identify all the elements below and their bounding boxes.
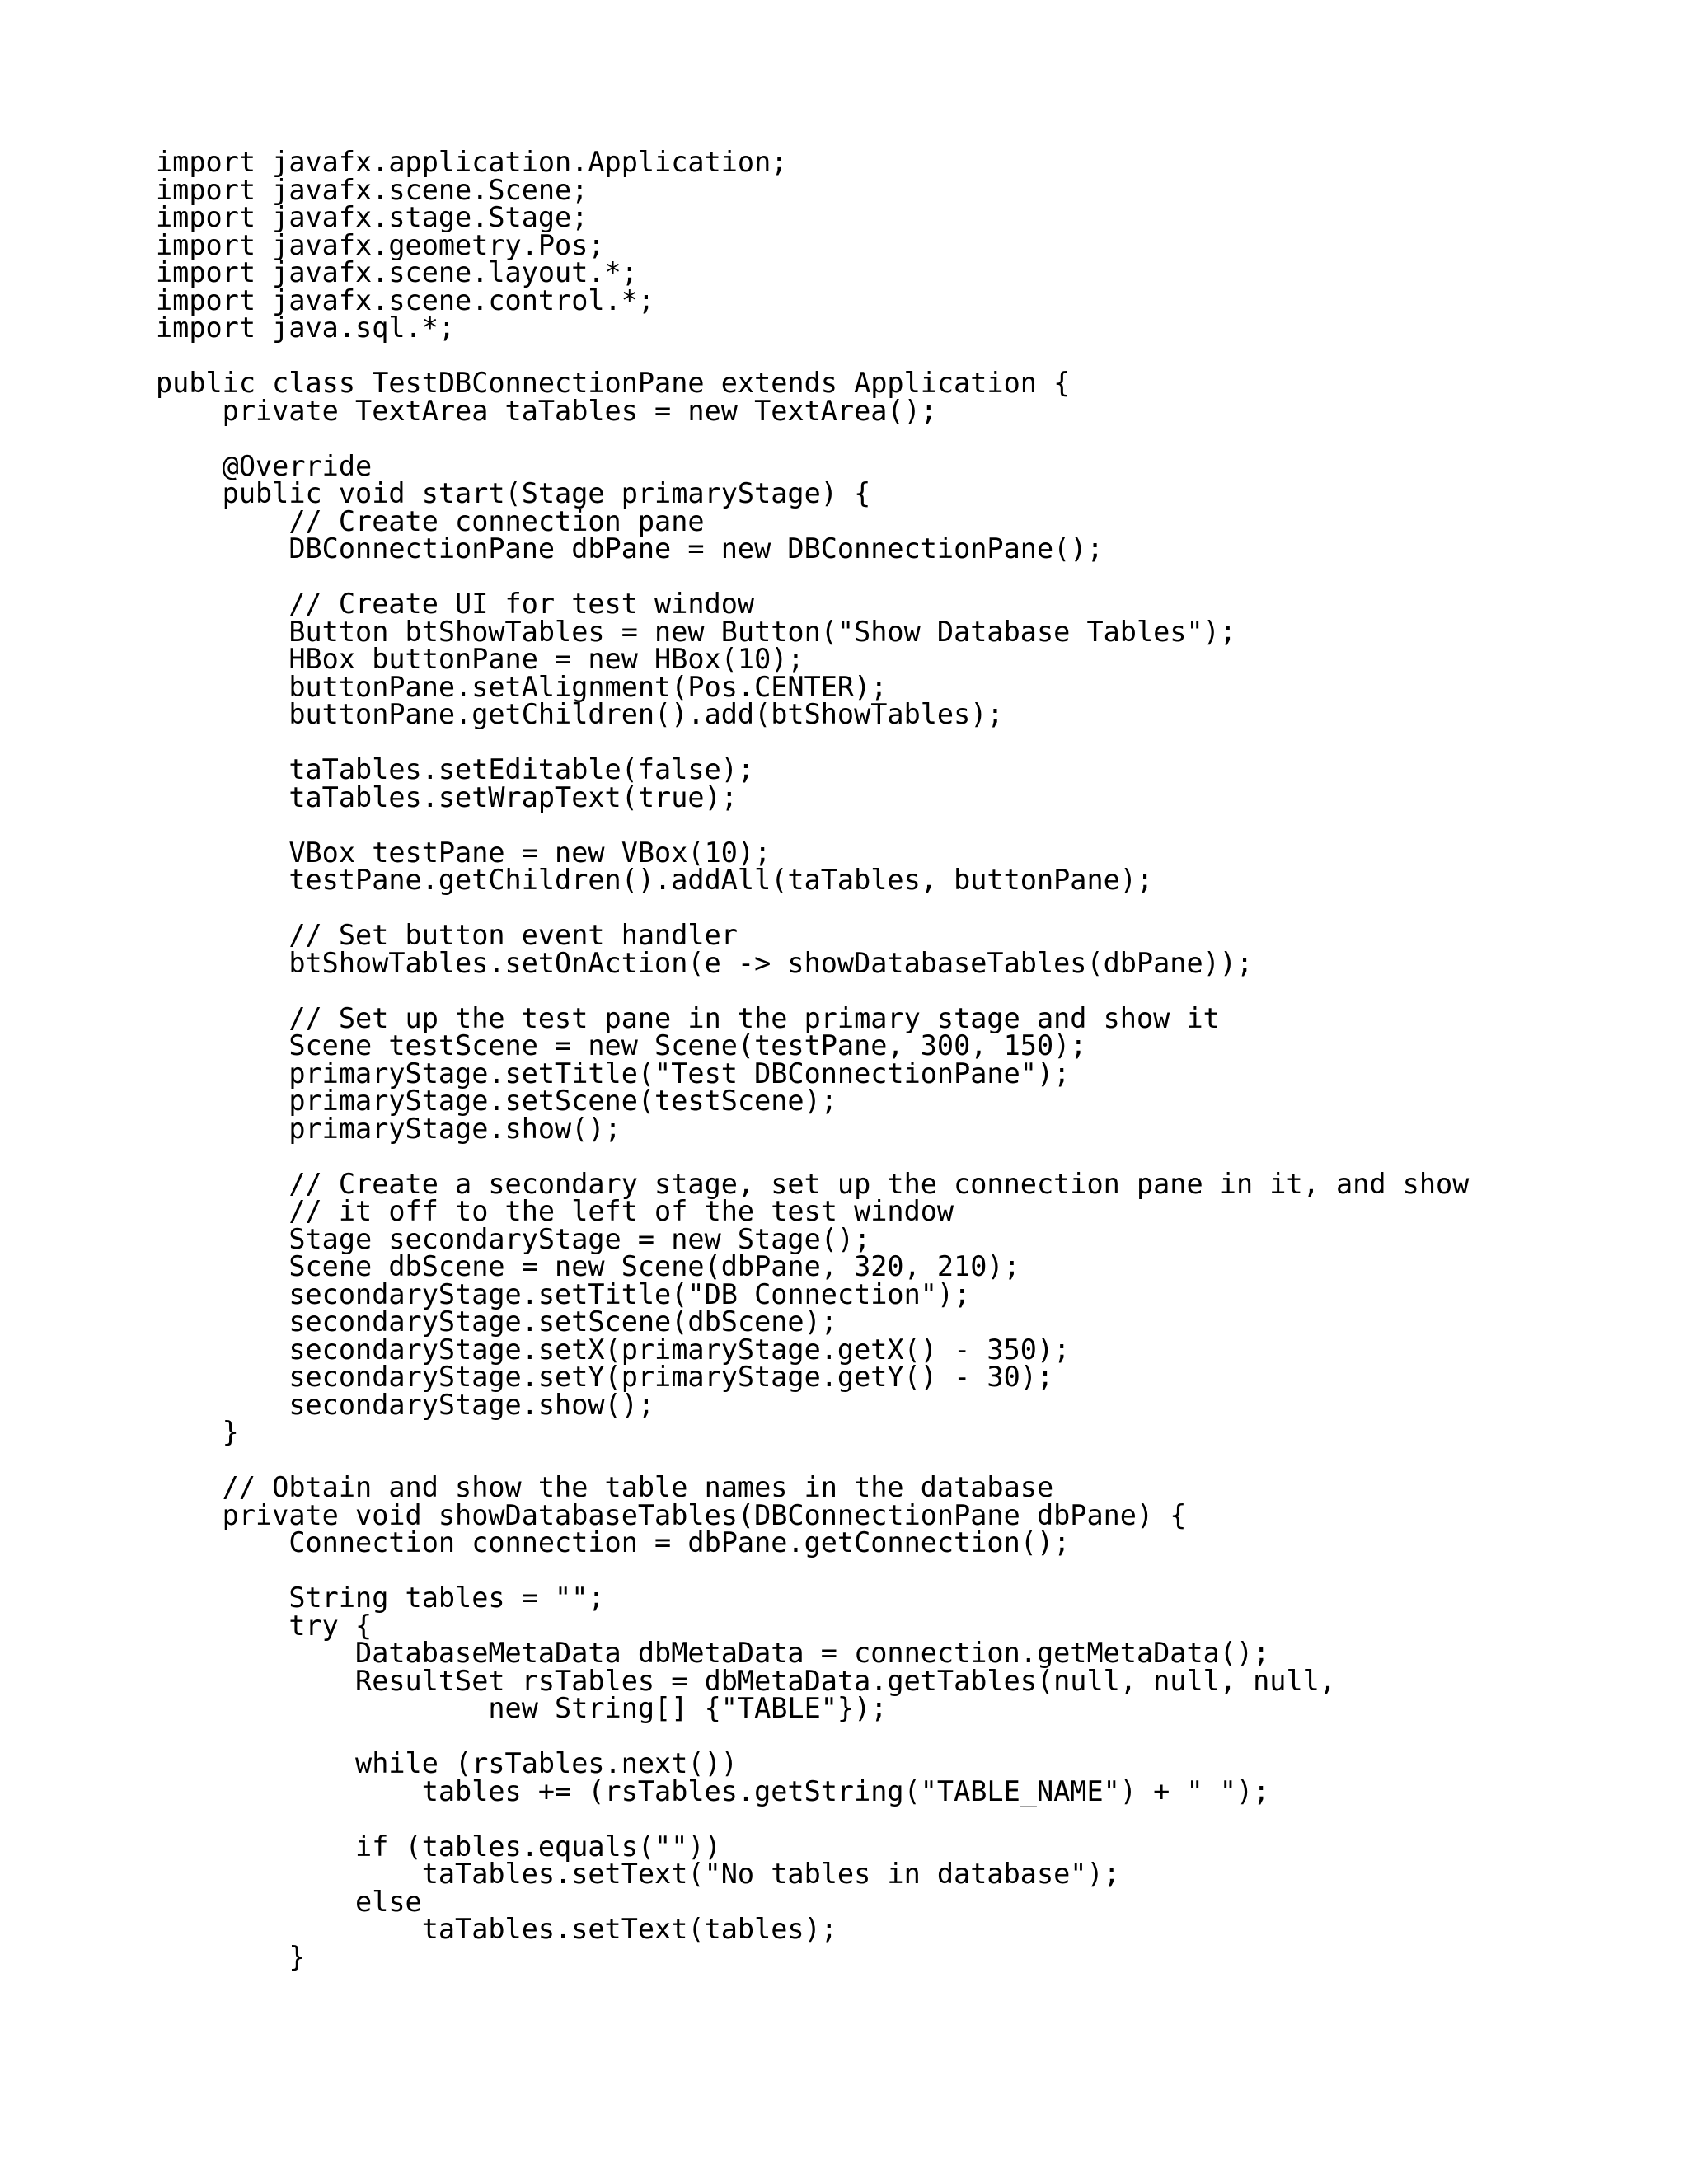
- code-line: [156, 1805, 1672, 1833]
- code-line: Scene testScene = new Scene(testPane, 300, 150);: [156, 1029, 1087, 1062]
- code-line: secondaryStage.setX(primaryStage.getX() - 350);: [156, 1333, 1071, 1366]
- code-line: [156, 977, 1672, 1005]
- code-line: [156, 1142, 1672, 1170]
- code-line: // Set up the test pane in the primary stage and show it: [156, 1001, 1220, 1034]
- code-line: [156, 1722, 1672, 1750]
- code-line: taTables.setWrapText(true);: [156, 780, 738, 813]
- code-line: tables += (rsTables.getString("TABLE_NAME") + " ");: [156, 1774, 1270, 1807]
- code-line: @Override: [156, 449, 373, 482]
- code-line: private TextArea taTables = new TextArea();: [156, 394, 937, 427]
- code-line: DatabaseMetaData dbMetaData = connection.getMetaData();: [156, 1637, 1270, 1669]
- code-line: taTables.setEditable(false);: [156, 753, 755, 785]
- code-line: primaryStage.setScene(testScene);: [156, 1085, 837, 1117]
- code-line: public class TestDBConnectionPane extends Application {: [156, 367, 1071, 399]
- code-line: // Create a secondary stage, set up the connection pane in it, and show: [156, 1167, 1470, 1200]
- code-line: ResultSet rsTables = dbMetaData.getTables(null, null, null,: [156, 1664, 1336, 1697]
- code-line: taTables.setText(tables);: [156, 1913, 837, 1945]
- code-line: [156, 1446, 1672, 1474]
- code-line: secondaryStage.setScene(dbScene);: [156, 1305, 837, 1338]
- code-line: else: [156, 1885, 422, 1918]
- code-line: // it off to the left of the test window: [156, 1195, 954, 1227]
- code-line: if (tables.equals("")): [156, 1830, 721, 1863]
- code-line: // Obtain and show the table names in the database: [156, 1471, 1054, 1503]
- code-line: [156, 811, 1672, 839]
- code-line: import javafx.scene.layout.*;: [156, 256, 638, 288]
- code-line: Button btShowTables = new Button("Show Database Tables");: [156, 615, 1236, 648]
- code-line: new String[] {"TABLE"});: [156, 1692, 888, 1724]
- code-line: import javafx.stage.Stage;: [156, 201, 588, 233]
- code-line: buttonPane.setAlignment(Pos.CENTER);: [156, 670, 888, 703]
- code-line: import java.sql.*;: [156, 312, 456, 344]
- code-line: secondaryStage.setTitle("DB Connection");: [156, 1277, 971, 1310]
- code-line: primaryStage.show();: [156, 1112, 621, 1145]
- code-line: // Set button event handler: [156, 919, 738, 951]
- code-line: taTables.setText("No tables in database");: [156, 1858, 1120, 1890]
- code-line: import javafx.geometry.Pos;: [156, 228, 605, 261]
- code-line: String tables = "";: [156, 1582, 605, 1614]
- code-line: testPane.getChildren().addAll(taTables, buttonPane);: [156, 864, 1154, 896]
- code-line: [156, 894, 1672, 922]
- code-line: secondaryStage.show();: [156, 1388, 655, 1421]
- code-line: [156, 1557, 1672, 1585]
- code-line: primaryStage.setTitle("Test DBConnectionPane");: [156, 1057, 1071, 1090]
- code-line: Connection connection = dbPane.getConnection();: [156, 1526, 1071, 1558]
- code-line: }: [156, 1940, 306, 1973]
- code-listing: [156, 148, 1672, 1971]
- code-line: DBConnectionPane dbPane = new DBConnectionPane();: [156, 532, 1104, 565]
- code-line: secondaryStage.setY(primaryStage.getY() - 30);: [156, 1361, 1054, 1393]
- code-line: Stage secondaryStage = new Stage();: [156, 1222, 871, 1255]
- code-line: while (rsTables.next()): [156, 1747, 738, 1779]
- code-line: btShowTables.setOnAction(e -> showDatabaseTables(dbPane));: [156, 946, 1254, 979]
- code-line: import javafx.application.Application;: [156, 146, 788, 178]
- code-line: import javafx.scene.control.*;: [156, 284, 655, 316]
- code-line: buttonPane.getChildren().add(btShowTables);: [156, 698, 1004, 730]
- code-line: Scene dbScene = new Scene(dbPane, 320, 210);: [156, 1250, 1020, 1282]
- code-line: try {: [156, 1609, 373, 1642]
- code-line: import javafx.scene.Scene;: [156, 173, 588, 206]
- code-line: [156, 563, 1672, 591]
- code-line: }: [156, 1416, 239, 1448]
- code-line: // Create UI for test window: [156, 588, 755, 620]
- code-line: [156, 342, 1672, 370]
- code-line: private void showDatabaseTables(DBConnectionPane dbPane) {: [156, 1498, 1187, 1531]
- code-line: [156, 424, 1672, 452]
- code-line: VBox testPane = new VBox(10);: [156, 836, 771, 869]
- code-line: HBox buttonPane = new HBox(10);: [156, 643, 804, 675]
- code-line: // Create connection pane: [156, 504, 705, 537]
- code-line: [156, 729, 1672, 757]
- code-line: public void start(Stage primaryStage) {: [156, 477, 871, 509]
